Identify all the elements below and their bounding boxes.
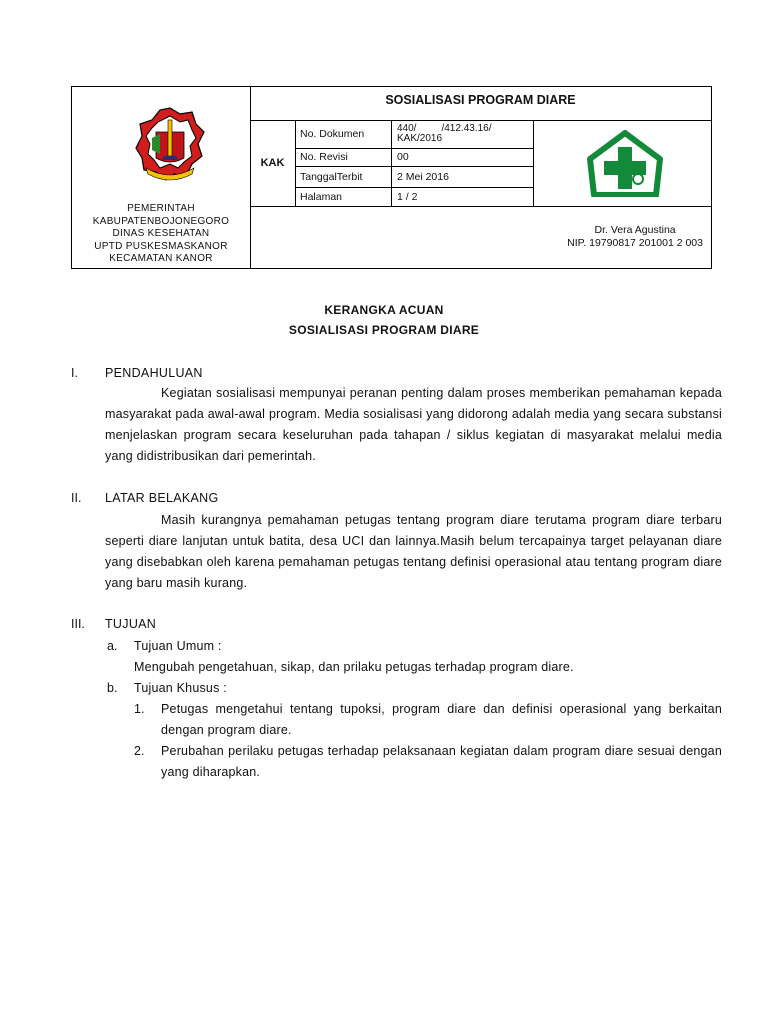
meta-value: 1 / 2 [392, 187, 534, 206]
org-line: DINAS KESEHATAN [112, 228, 210, 239]
subsection-title: Tujuan Khusus : [134, 681, 227, 695]
org-line: KABUPATENBOJONEGORO [92, 215, 230, 227]
header-organization-cell [72, 87, 251, 268]
subsection-text: Mengubah pengetahuan, sikap, dan prilaku petugas terhadap program diare. [134, 660, 574, 674]
meta-label: No. Dokumen [295, 120, 392, 148]
signature-block [567, 224, 703, 250]
puskesmas-logo-icon [582, 129, 668, 197]
meta-row [295, 166, 534, 187]
section-title: TUJUAN [105, 617, 157, 631]
meta-row [295, 120, 534, 148]
section-title: PENDAHULUAN [105, 366, 203, 380]
section-number: I. [71, 366, 78, 380]
bojonegoro-emblem-icon [134, 106, 206, 186]
list-marker: 1. [134, 702, 145, 716]
section-number: II. [71, 491, 82, 505]
list-marker: b. [107, 681, 118, 695]
header-title: SOSIALISASI PROGRAM DIARE [250, 87, 711, 121]
meta-label: TanggalTerbit [295, 166, 392, 187]
section-paragraph: Kegiatan sosialisasi mempunyai peranan penting dalam proses memberikan pemahaman kepada masyarakat pada awal-awal program. Media sosialisasi yang didorong adalah media yang secara substansi menjelaskan program secara keseluruhan pada tahapan / siklus kegiatan di masyarakat melalui media yang didistribusikan dari pemerintah. [105, 386, 722, 463]
meta-label: No. Revisi [295, 148, 392, 166]
section-title: LATAR BELAKANG [105, 491, 219, 505]
organization-name [72, 203, 250, 266]
section-number: III. [71, 617, 85, 631]
meta-value-line: 440/ /412.43.16/ [397, 122, 492, 134]
header-signature-cell [250, 206, 711, 269]
meta-row [295, 187, 534, 206]
doc-title-line2: SOSIALISASI PROGRAM DIARE [288, 323, 480, 337]
signer-name: Dr. Vera Agustina [594, 224, 676, 236]
list-item: Petugas mengetahui tentang tupoksi, program diare dan definisi operasional yang berkaitan dengan program diare. [161, 702, 722, 737]
meta-value [392, 120, 534, 148]
kak-label: KAK [250, 120, 296, 206]
document-header [71, 86, 712, 269]
meta-value: 2 Mei 2016 [392, 166, 534, 187]
document-meta-table [295, 120, 534, 206]
signer-nip: NIP. 19790817 201001 2 003 [567, 237, 703, 249]
doc-title-line1: KERANGKA ACUAN [324, 303, 444, 317]
meta-value-line: KAK/2016 [397, 132, 443, 144]
subsection-title: Tujuan Umum : [134, 639, 222, 653]
meta-label: Halaman [295, 187, 392, 206]
list-marker: a. [107, 639, 118, 653]
org-line: KECAMATAN KANOR [109, 253, 213, 264]
meta-value: 00 [392, 148, 534, 166]
list-marker: 2. [134, 744, 145, 758]
org-line: PEMERINTAH [127, 203, 195, 214]
org-line: UPTD PUSKESMASKANOR [94, 240, 228, 252]
section-paragraph: Masih kurangnya pemahaman petugas tentang program diare terutama program diare terbaru seperti diare lanjutan untuk batita, desa UCI dan lainnya.Masih belum tercapainya target pelayanan diare yang disebabkan oleh karena pemahaman petugas tentang definisi operasional atau tentang program diare yang baru masih kurang. [105, 513, 722, 590]
list-item: Perubahan perilaku petugas terhadap pelaksanaan kegiatan dalam program diare sesuai dengan yang diharapkan. [161, 744, 722, 779]
meta-row [295, 148, 534, 166]
